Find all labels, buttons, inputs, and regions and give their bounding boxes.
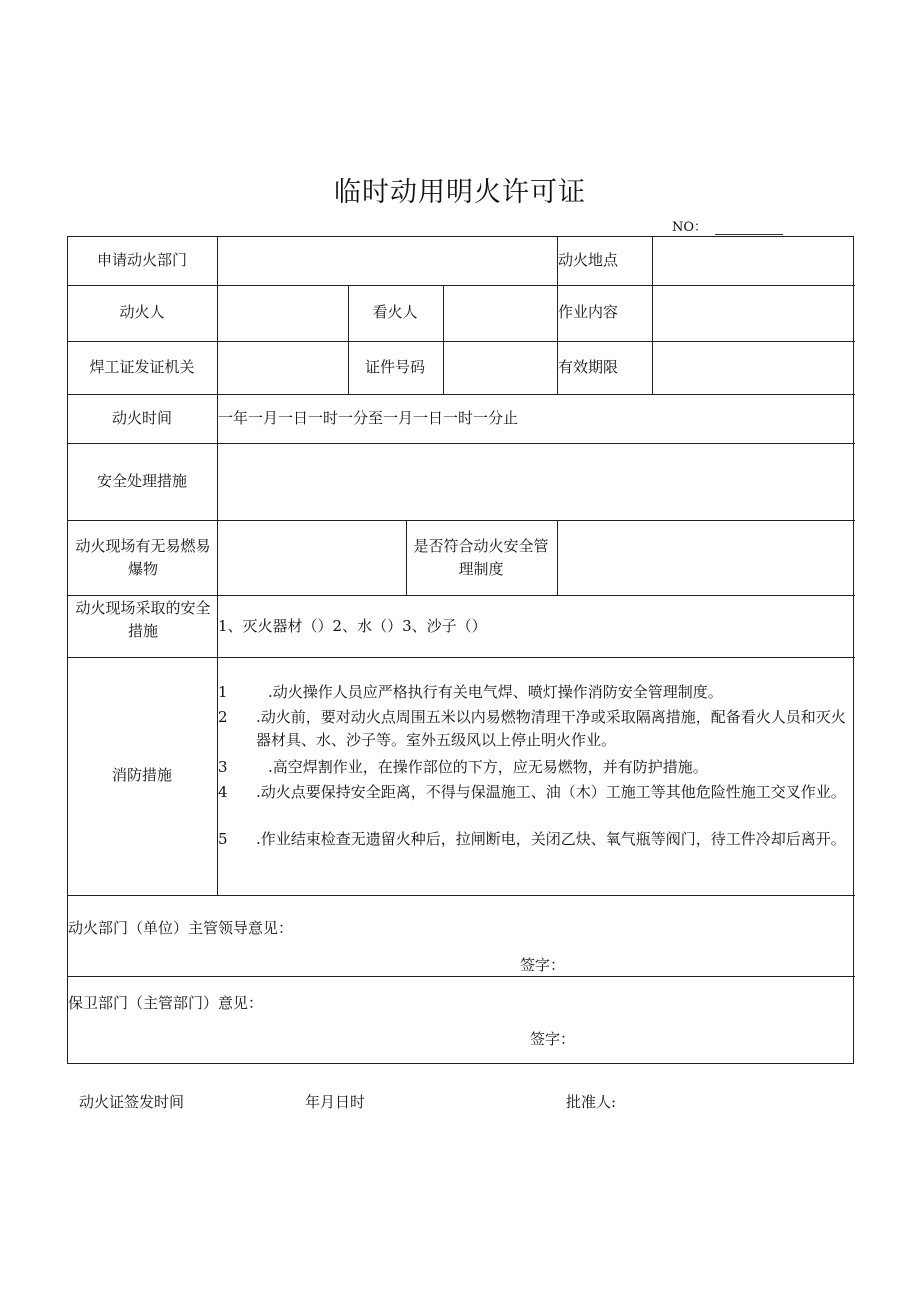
fire-measure-number: 1 xyxy=(218,683,228,701)
apply-dept-field[interactable] xyxy=(218,238,556,284)
row-divider xyxy=(68,976,855,977)
fire-location-label: 动火地点 xyxy=(558,251,619,269)
flammable-field[interactable] xyxy=(218,521,404,593)
compliance-label: 是否符合动火安全管理制度 xyxy=(413,537,549,578)
issue-time-label: 动火证签发时间 xyxy=(79,1093,185,1111)
row-divider xyxy=(68,595,855,596)
compliance-field[interactable] xyxy=(558,521,852,593)
fire-time-value[interactable]: 一年一月一日一时一分至一月一日一时一分止 xyxy=(218,409,519,427)
work-content-field[interactable] xyxy=(653,286,853,338)
cert-number-label: 证件号码 xyxy=(364,358,425,376)
row-divider xyxy=(68,394,855,395)
validity-label: 有效期限 xyxy=(558,358,619,376)
column-divider xyxy=(406,520,407,595)
validity-field[interactable] xyxy=(653,342,853,392)
cert-authority-field[interactable] xyxy=(218,342,346,392)
serial-number-field[interactable] xyxy=(715,222,783,235)
work-content-label: 作业内容 xyxy=(558,303,619,321)
onsite-measures-value[interactable]: 1、灭火器材（）2、水（）3、沙子（） xyxy=(218,617,487,635)
safety-measures-field[interactable] xyxy=(218,445,852,519)
serial-number-label: NO： xyxy=(672,220,708,235)
fire-measure-text: .动火操作人员应严格执行有关电气焊、喷灯操作消防安全管理制度。 xyxy=(268,683,723,701)
dept-leader-opinion-label: 动火部门（单位）主管领导意见： xyxy=(68,919,294,937)
watcher-field[interactable] xyxy=(443,286,555,338)
dept-leader-sign-label: 签字： xyxy=(520,956,566,974)
row-divider xyxy=(68,895,855,896)
security-sign-label: 签字： xyxy=(530,1030,576,1048)
fire-measures-label: 消防措施 xyxy=(111,766,172,784)
fire-measure-text: .作业结束检查无遗留火种后，拉闸断电，关闭乙炔、氧气瓶等阀门，待工件冷却后离开。 xyxy=(256,830,846,848)
safety-measures-label: 安全处理措施 xyxy=(96,472,187,490)
operator-label: 动火人 xyxy=(119,303,165,321)
onsite-measures-label: 动火现场采取的安全措施 xyxy=(75,599,211,640)
row-divider xyxy=(68,657,855,658)
serial-number xyxy=(672,216,783,235)
fire-measure-number: 2 xyxy=(218,708,228,726)
fire-measure-text: .高空焊割作业，在操作部位的下方，应无易燃物，并有防护措施。 xyxy=(268,758,708,776)
apply-dept-label: 申请动火部门 xyxy=(96,251,187,269)
flammable-label: 动火现场有无易燃易爆物 xyxy=(75,537,211,578)
fire-measure-number: 5 xyxy=(218,830,228,848)
form-title: 临时动用明火许可证 xyxy=(334,177,586,208)
fire-measure-number: 4 xyxy=(218,783,228,801)
issue-date-units: 年月日时 xyxy=(305,1093,366,1111)
fire-measure-number: 3 xyxy=(218,758,228,776)
row-divider xyxy=(68,443,855,444)
security-opinion-label: 保卫部门（主管部门）意见： xyxy=(68,994,264,1012)
watcher-label: 看火人 xyxy=(372,303,418,321)
fire-measure-text: .动火前，要对动火点周围五米以内易燃物清理干净或采取隔离措施，配备看火人员和灭火器材具、水、沙子等。室外五级风以上停止明火作业。 xyxy=(256,708,846,749)
fire-measure-text: .动火点要保持安全距离，不得与保温施工、油（木）工施工等其他危险性施工交叉作业。 xyxy=(256,783,846,801)
fire-location-field[interactable] xyxy=(653,238,853,284)
approver-label: 批准人: xyxy=(566,1093,617,1111)
cert-authority-label: 焊工证发证机关 xyxy=(89,358,195,376)
cert-number-field[interactable] xyxy=(443,342,555,392)
fire-time-label: 动火时间 xyxy=(111,409,172,427)
